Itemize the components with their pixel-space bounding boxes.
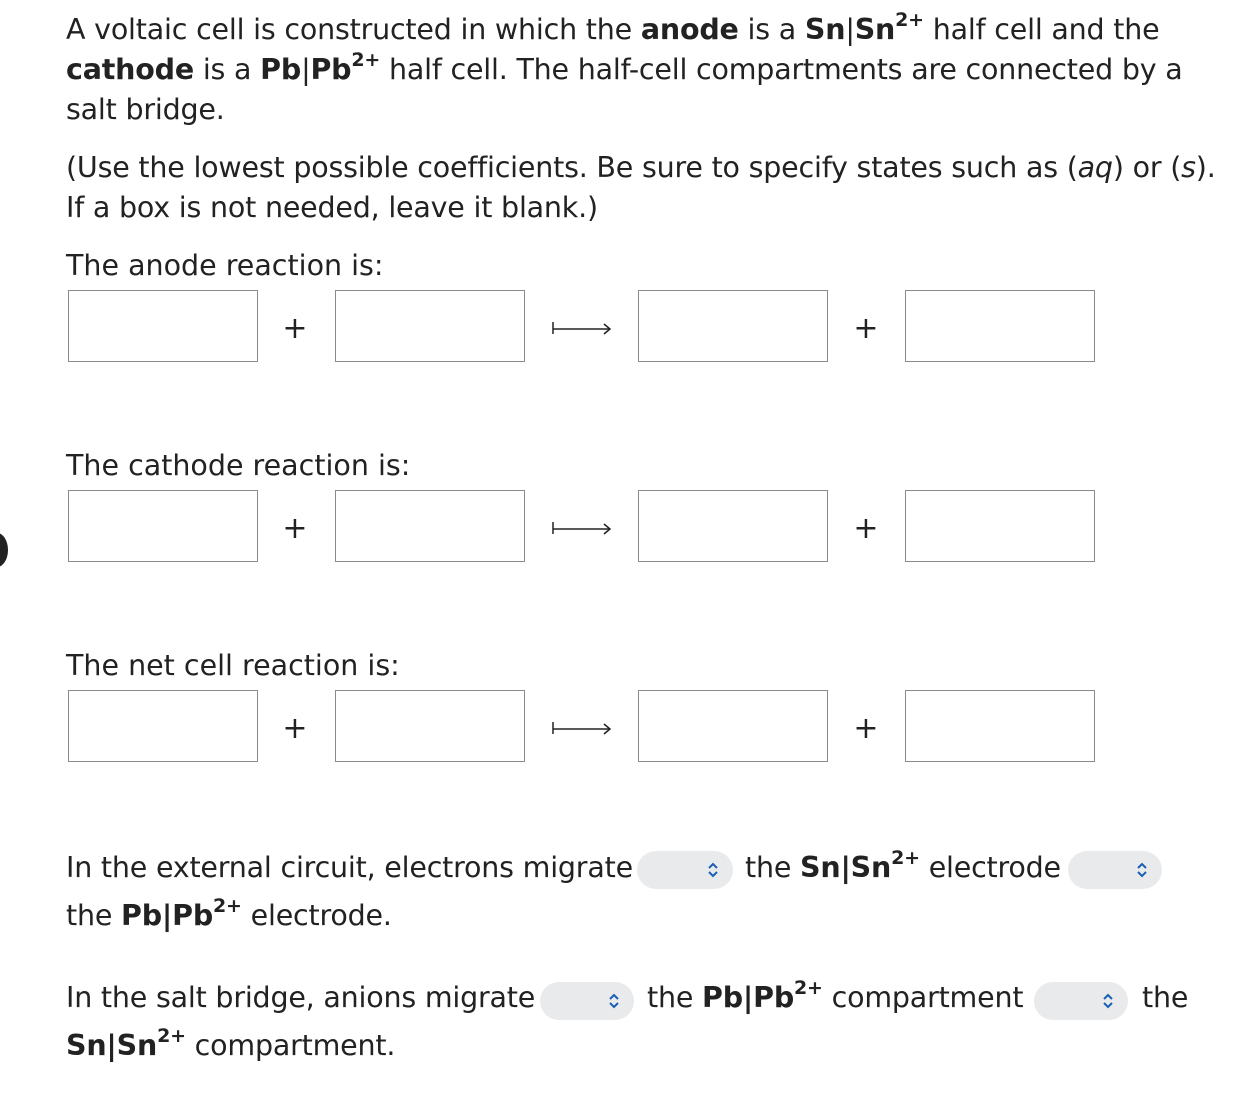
anode-ion: Sn xyxy=(854,13,896,46)
separator: | xyxy=(840,851,851,884)
cathode-reactant-2-input[interactable] xyxy=(335,490,525,562)
cathode-reaction-label: The cathode reaction is: xyxy=(66,449,411,482)
anode-word: anode xyxy=(640,13,739,46)
text: compartment. xyxy=(194,1029,396,1062)
sn-element: Sn xyxy=(66,1029,107,1062)
external-circuit-text-2 xyxy=(745,848,1061,888)
charge: 2+ xyxy=(351,49,381,71)
text: the xyxy=(647,981,694,1014)
state-s: s xyxy=(1181,151,1196,184)
net-product-1-input[interactable] xyxy=(638,690,828,762)
external-direction-dropdown-2[interactable] xyxy=(1068,851,1162,889)
chevron-up-down-icon xyxy=(1132,860,1152,880)
instruction-text: (Use the lowest possible coefficients. Be sure to specify states such as ( xyxy=(66,151,1078,184)
separator: | xyxy=(161,899,173,932)
intro-text: A voltaic cell is constructed in which the xyxy=(66,13,632,46)
text: compartment xyxy=(831,981,1024,1014)
intro-text: half cell. The half-cell compartments are connected by a xyxy=(388,53,1183,86)
intro-line-2 xyxy=(66,50,1183,90)
chevron-up-down-icon xyxy=(604,991,624,1011)
plus-sign: + xyxy=(853,511,879,546)
anode-reactant-1-input[interactable] xyxy=(68,290,258,362)
reaction-arrow-icon xyxy=(552,518,612,538)
instruction-text: ). xyxy=(1195,151,1216,184)
external-circuit-text-1: In the external circuit, electrons migrate xyxy=(66,851,633,884)
net-product-2-input[interactable] xyxy=(905,690,1095,762)
pb-ion: Pb xyxy=(753,981,795,1014)
sn-ion: Sn xyxy=(116,1029,158,1062)
cathode-reactant-1-input[interactable] xyxy=(68,490,258,562)
instructions-line-1 xyxy=(66,148,1216,188)
state-aq: aq xyxy=(1077,151,1113,184)
edge-mark xyxy=(0,533,8,567)
pb-element: Pb xyxy=(121,899,162,932)
anode-reaction-label: The anode reaction is: xyxy=(66,249,384,282)
plus-sign: + xyxy=(282,311,308,346)
reaction-arrow-icon xyxy=(552,718,612,738)
text: electrode. xyxy=(250,899,392,932)
text: the xyxy=(66,899,113,932)
intro-text: is a xyxy=(747,13,797,46)
anode-element: Sn xyxy=(804,13,846,46)
external-direction-dropdown-1[interactable] xyxy=(637,851,733,889)
external-circuit-text-3 xyxy=(66,896,392,936)
net-reactant-1-input[interactable] xyxy=(68,690,258,762)
intro-text: is a xyxy=(202,53,252,86)
sn-ion: Sn xyxy=(850,851,892,884)
charge: 2+ xyxy=(891,847,920,869)
plus-sign: + xyxy=(853,311,879,346)
intro-text: half cell and the xyxy=(932,13,1160,46)
pb-element: Pb xyxy=(702,981,743,1014)
cathode-element: Pb xyxy=(260,53,302,86)
net-reactant-2-input[interactable] xyxy=(335,690,525,762)
charge: 2+ xyxy=(213,895,242,917)
charge: 2+ xyxy=(794,977,823,999)
text: the xyxy=(745,851,792,884)
salt-bridge-text-4 xyxy=(66,1026,395,1066)
cathode-ion: Pb xyxy=(310,53,352,86)
anode-product-2-input[interactable] xyxy=(905,290,1095,362)
salt-direction-dropdown-2[interactable] xyxy=(1034,982,1128,1020)
salt-bridge-text-2 xyxy=(647,978,1023,1018)
salt-direction-dropdown-1[interactable] xyxy=(540,982,634,1020)
intro-text: salt bridge. xyxy=(66,93,225,126)
anode-reactant-2-input[interactable] xyxy=(335,290,525,362)
separator: | xyxy=(742,981,754,1014)
instructions-line-2 xyxy=(66,188,598,228)
charge: 2+ xyxy=(895,9,924,31)
plus-sign: + xyxy=(853,711,879,746)
text: electrode xyxy=(928,851,1061,884)
intro-line-3 xyxy=(66,90,225,130)
separator: | xyxy=(301,53,311,86)
instruction-text: If a box is not needed, leave it blank.) xyxy=(66,191,598,224)
salt-bridge-text-3: the xyxy=(1142,981,1189,1014)
salt-bridge-text-1: In the salt bridge, anions migrate xyxy=(66,981,536,1014)
anode-product-1-input[interactable] xyxy=(638,290,828,362)
net-reaction-label: The net cell reaction is: xyxy=(66,649,400,682)
chevron-up-down-icon xyxy=(1098,991,1118,1011)
cathode-product-1-input[interactable] xyxy=(638,490,828,562)
pb-ion: Pb xyxy=(172,899,214,932)
chevron-up-down-icon xyxy=(703,860,723,880)
instruction-text: ) or ( xyxy=(1112,151,1182,184)
intro-line-1 xyxy=(66,10,1159,50)
plus-sign: + xyxy=(282,711,308,746)
cathode-product-2-input[interactable] xyxy=(905,490,1095,562)
sn-element: Sn xyxy=(800,851,841,884)
separator: | xyxy=(106,1029,117,1062)
cathode-word: cathode xyxy=(66,53,194,86)
charge: 2+ xyxy=(157,1025,186,1047)
reaction-arrow-icon xyxy=(552,318,612,338)
separator: | xyxy=(845,13,855,46)
plus-sign: + xyxy=(282,511,308,546)
